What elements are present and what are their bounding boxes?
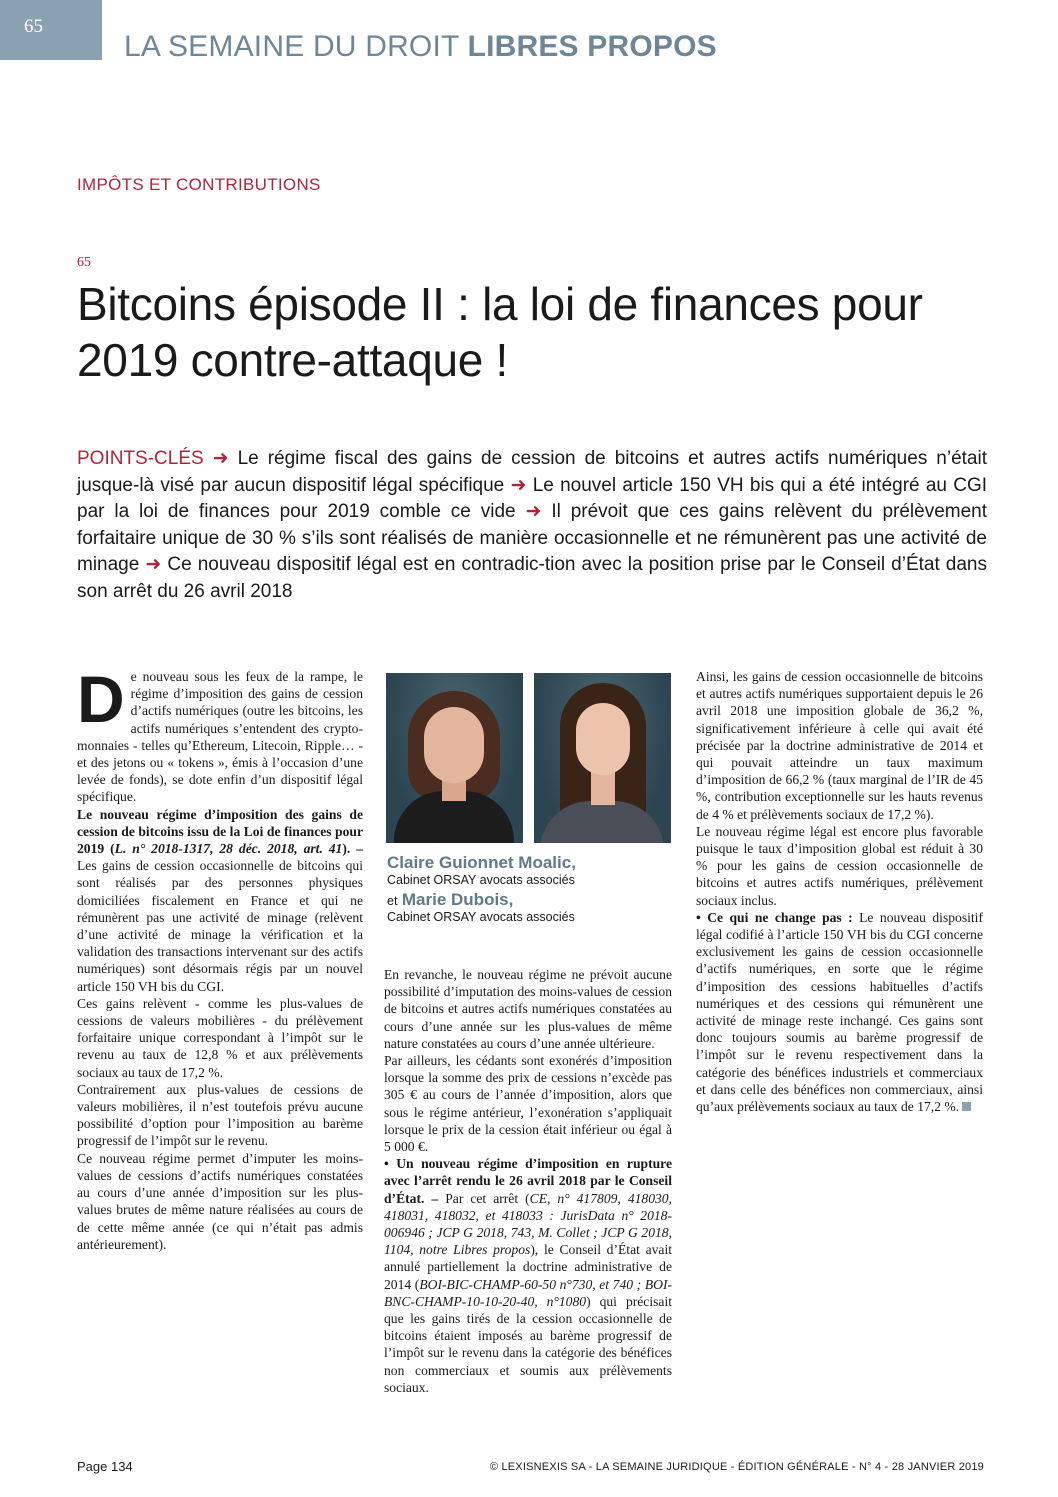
key-point: Ce nouveau dispositif légal est en contradic-tion avec la position prise par le Conseil d’État dans son arrêt du 26 avril 2018 bbox=[77, 554, 988, 602]
legal-reference: L. n° 2018-1317, 28 déc. 2018, art. 41 bbox=[114, 841, 343, 857]
key-point: Le régime fiscal des gains de cession de bitcoins et autres actifs numériques n’était jusque-là visé par aucun dispositif légal spécifique bbox=[77, 448, 987, 496]
body-paragraph: Le nouveau régime d’imposition des gains de cession de bitcoins issu de la Loi de finances pour 2019 (L. n° 2018-1317, 28 déc. 2018, art. 41). – Les gains de cession occasionnelle de bitcoins qui sont réalisés par des personnes physiques domiciliées fiscalement en France et qui ne rémunèrent pas une activité de minage (relèvent d’une activité de minage la vérification et la validation des transactions intervenant sur des actifs numériques) sont désormais régis par un nouvel article 150 VH bis du CGI. bbox=[77, 806, 363, 994]
key-point: Il prévoit que ces gains relèvent du prélèvement forfaitaire unique de 30 % s’ils sont réalisés de manière occasionnelle et ne rémunèrent pas une activité de minage bbox=[77, 501, 988, 575]
footer-publication: © LEXISNEXIS SA - LA SEMAINE JURIDIQUE - ÉDITION GÉNÉRALE - N° 4 - 28 JANVIER 2019 bbox=[489, 1461, 984, 1473]
footer-page: Page 134 bbox=[77, 1459, 133, 1474]
body-paragraph: Le nouveau régime légal est encore plus favorable puisque le taux d’imposition global est réduit à 30 % pour les gains de cession occasionnelle de bitcoins et autres actifs numériques, prélèvement sociaux inclus. bbox=[696, 823, 983, 908]
legal-reference: CE, n° 417809, 418030, 418031, 418032, et 418033 : JurisData n° 2018-006946 ; JCP G 2018, 743, M. Collet ; JCP G 2018, 1104, notre Libres propos bbox=[384, 1190, 672, 1258]
section-header-light: LA SEMAINE DU DROIT bbox=[124, 30, 459, 63]
author-firm: Cabinet ORSAY avocats associés bbox=[387, 873, 575, 887]
body-column-3 bbox=[696, 668, 983, 1115]
body-paragraph: Ainsi, les gains de cession occasionnelle de bitcoins et autres actifs numériques supportaient depuis le 26 avril 2018 une imposition globale de 36,2 %, significativement inférieure à celle qui avait été précisée par la doctrine administrative de 2014 et qui pouvait atteindre un taux maximum d’imposition de 66,2 % (taux marginal de l’IR de 45 %, contribution exceptionnelle sur les hauts revenus de 4 % et prélèvements sociaux de 17,2 %). bbox=[696, 669, 983, 822]
rubric: IMPÔTS ET CONTRIBUTIONS bbox=[77, 175, 321, 194]
key-points bbox=[77, 446, 987, 605]
body-paragraph: • Ce qui ne change pas : Le nouveau dispositif légal codifié à l’article 150 VH bis du CGI concerne exclusivement les gains de cession occasionnelle d’actifs numériques, en sorte que le régime d’imposition des cessions habituelles d’actifs numériques et des cessions qui rémunèrent une activité de minage reste inchangé. Ces gains sont donc toujours soumis au barème progressif de l’impôt sur le revenu respectivement dans la catégorie des bénéfices industriels et commerciaux et dans celle des bénéfices non commerciaux, ainsi qu’aux prélèvements sociaux au taux de 17,2 %. bbox=[696, 909, 983, 1115]
arrow-icon: ➜ bbox=[510, 474, 527, 496]
legal-reference: BOI-BIC-CHAMP-60-50 n°730, et 740 ; BOI-BNC-CHAMP-10-10-20-40, n°1080 bbox=[384, 1276, 672, 1309]
arrow-icon: ➜ bbox=[525, 501, 542, 522]
author-credits bbox=[387, 853, 677, 927]
page-corner-band bbox=[0, 0, 102, 60]
body-paragraph: Ces gains relèvent - comme les plus-values de cessions de valeurs mobilières - du prélèvement forfaitaire unique correspondant à l’impôt sur le revenu au taux de 12,8 % et aux prélèvements sociaux au taux de 17,2 %. bbox=[77, 995, 363, 1080]
author-photo-marie bbox=[534, 673, 671, 843]
arrow-icon: ➜ bbox=[145, 554, 162, 575]
section-header bbox=[124, 30, 717, 64]
key-points-label: POINTS-CLÉS bbox=[77, 448, 204, 469]
drop-cap: D bbox=[77, 662, 125, 736]
author-connector: et bbox=[387, 894, 398, 908]
author-name: Claire Guionnet Moalic, bbox=[387, 853, 576, 872]
body-column-1 bbox=[77, 662, 363, 1253]
body-paragraph: • Un nouveau régime d’imposition en rupture avec l’arrêt rendu le 26 avril 2018 par le Conseil d’État. – Par cet arrêt (CE, n° 417809, 418030, 418031, 418032, et 418033 : JurisData n° 2018-006946 ; JCP G 2018, 743, M. Collet ; JCP G 2018, 1104, notre Libres propos), le Conseil d’État avait annulé partiellement la doctrine administrative de 2014 (BOI-BIC-CHAMP-60-50 n°730, et 740 ; BOI-BNC-CHAMP-10-10-20-40, n°1080) qui précisait que les gains tirés de la cession occasionnelle de bitcoins étaient imposés au barème progressif de l’impôt sur le revenu dans la catégorie des bénéfices non commerciaux et soumis aux prélèvements sociaux. bbox=[384, 1156, 673, 1395]
key-point: Le nouvel article 150 VH bis qui a été intégré au CGI par la loi de finances pour 2019 comble ce vide bbox=[77, 474, 988, 522]
author-photo-claire bbox=[386, 673, 523, 843]
article-number: 65 bbox=[77, 255, 91, 270]
body-paragraph: En revanche, le nouveau régime ne prévoit aucune possibilité d’imputation des moins-values de cession de bitcoins et autres actifs numériques constatées au cours d’une année sur les plus-values de même nature constatées au cours d’une année ultérieure. bbox=[384, 967, 672, 1051]
section-header-bold: LIBRES PROPOS bbox=[467, 30, 717, 63]
body-paragraph: De nouveau sous les feux de la rampe, le régime d’imposition des gains de cession d’actifs numériques (outre les bitcoins, les actifs numériques s’entendent des crypto-monnaies - telles qu’Ethereum, Litecoin, Ripple… - et des jetons ou « tokens », émis à l’occasion d’une levée de fonds), se dote enfin d’un dispositif légal spécifique. bbox=[77, 662, 363, 805]
article-title: Bitcoins épisode II : la loi de finances pour 2019 contre-attaque ! bbox=[77, 278, 923, 386]
corner-page-number: 65 bbox=[24, 16, 43, 37]
author-firm: Cabinet ORSAY avocats associés bbox=[387, 910, 575, 924]
end-mark-icon bbox=[962, 1102, 971, 1111]
author-name: Marie Dubois, bbox=[401, 890, 514, 909]
body-column-2 bbox=[384, 966, 672, 1396]
arrow-icon: ➜ bbox=[212, 448, 229, 469]
body-paragraph: Contrairement aux plus-values de cessions de valeurs mobilières, il n’est toutefois prévu aucune possibilité d’option pour l’imposition au barème progressif de l’impôt sur le revenu. bbox=[77, 1081, 363, 1149]
body-paragraph: Ce nouveau régime permet d’imputer les moins-values de cessions d’actifs numériques constatées au cours d’une année d’imposition sur les plus-values brutes de même nature réalisées au cours de de cette même année (ce qui n’était pas admis antérieurement). bbox=[77, 1150, 363, 1252]
body-paragraph: Par ailleurs, les cédants sont exonérés d’imposition lorsque la somme des prix de cessions n’excède pas 305 € au cours de l’année d’imposition, alors que sous le régime antérieur, l’exonération s’appliquait lorsque le prix de la cession était inférieur ou égal à 5 000 €. bbox=[384, 1053, 672, 1155]
